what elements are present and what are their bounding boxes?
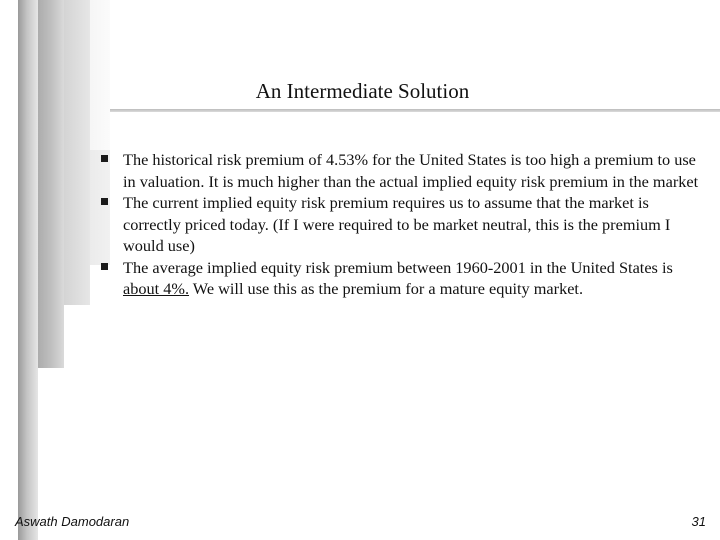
title-underline-rule	[110, 109, 720, 112]
bullet-list	[96, 149, 706, 300]
square-bullet-icon	[101, 263, 108, 270]
page-number: 31	[691, 514, 706, 529]
slide-title: An Intermediate Solution	[255, 79, 470, 103]
bullet-text-before: The average implied equity risk premium between 1960-2001 in the United States is	[123, 257, 673, 277]
bullet-item	[96, 257, 706, 300]
footer-author: Aswath Damodaran	[15, 514, 130, 529]
square-bullet-icon	[101, 155, 108, 162]
decorative-bar	[36, 0, 64, 368]
bullet-item	[96, 149, 706, 192]
decorative-bar	[18, 0, 38, 540]
bullet-item	[96, 192, 706, 257]
bullet-text-underlined: about 4%.	[123, 279, 190, 298]
bullet-text: The current implied equity risk premium requires us to assume that the market is correctly priced today. (If I were required to be market neutral, this is the premium I would use)	[123, 193, 671, 255]
bullet-text: The historical risk premium of 4.53% for the United States is too high a premium to use in valuation. It is much higher than the actual implied equity risk premium in the market	[123, 150, 699, 191]
bullet-text-after: We will use this as the premium for a mature equity market.	[189, 279, 584, 298]
square-bullet-icon	[101, 198, 108, 205]
